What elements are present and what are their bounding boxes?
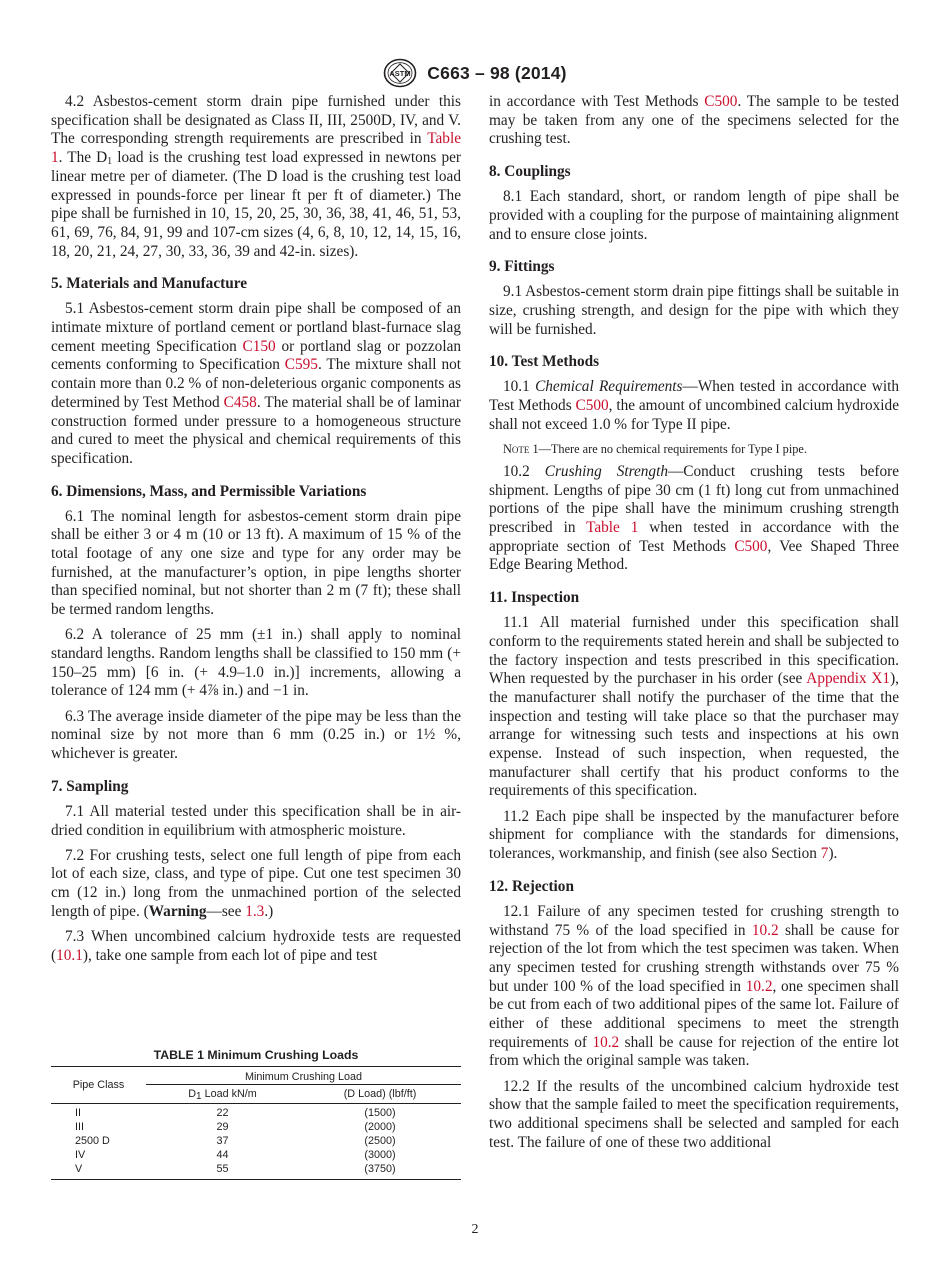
c150-link[interactable]: C150: [242, 337, 276, 355]
section-10-2-link[interactable]: 10.2: [592, 1033, 620, 1051]
section-10-2-link[interactable]: 10.2: [751, 921, 779, 939]
col-d-load: (D Load) (lbf/ft): [343, 1088, 417, 1100]
astm-logo-icon: [383, 58, 417, 88]
table-row: V 55 (3750): [51, 1162, 461, 1180]
table-1-title: TABLE 1 Minimum Crushing Loads: [153, 1048, 359, 1062]
right-column: [489, 93, 899, 1159]
col-d1-load: $D_1$ Load kN/m: [188, 1088, 257, 1102]
table-row: IV 44 (3000): [75, 1149, 396, 1161]
section-7-link[interactable]: 7: [820, 845, 829, 863]
section-10-heading: 10. Test Methods: [489, 353, 600, 371]
c500-link[interactable]: C500: [734, 537, 768, 555]
crushing-loads-table: [51, 1066, 461, 1180]
col-group-min-load: Minimum Crushing Load: [146, 1067, 461, 1085]
c595-link[interactable]: C595: [284, 356, 318, 374]
warning-label: Warning: [148, 902, 207, 920]
page-header: [0, 58, 950, 88]
table-row: II 22 (1500): [75, 1107, 396, 1119]
table-1-link[interactable]: Table 1: [51, 130, 461, 167]
para-5-1: 5.1 Asbestos-cement storm drain pipe shall be composed of an intimate mixture of portland cement or portland blast-furnace slag cement meeting Specification C150 or portland slag or pozzolan cements conforming to Specification C595. The mixture shall not contain more than 0.2 % of non-deleterious organic components as determined by Test Method C458. The material shall be of laminar construction formed under pressure to a homogeneous structure and cured to meet the physical and chemical requirements of this specification.: [51, 300, 462, 467]
table-1-link[interactable]: Table 1: [586, 519, 639, 537]
para-8-1: 8.1 Each standard, short, or random length of pipe shall be provided with a coupling for the purpose of maintaining alignment and to ensure close joints.: [489, 188, 899, 243]
para-11-1: 11.1 All material furnished under this specification shall conform to the requirements stated herein and shall be subjected to the factory inspection and tests prescribed in this specification. When requested by the purchaser in his order (see Appendix X1), the manufacturer shall notify the purchaser of the time that the inspection and testing will take place so that the purchaser may arrange for witnessing such tests and inspections at his own expense. Instead of such inspection, when requested, the manufacturer shall certify that his product conforms to the requirements of this specification.: [489, 614, 899, 800]
para-9-1: 9.1 Asbestos-cement storm drain pipe fittings shall be suitable in size, crushing strength, and design for the pipe with which they will be furnished.: [489, 283, 899, 338]
section-5-heading: 5. Materials and Manufacture: [51, 275, 248, 293]
section-9-heading: 9. Fittings: [489, 258, 555, 276]
para-7-1: 7.1 All material tested under this specification shall be in air-dried condition in equilibrium with atmospheric moisture.: [51, 802, 461, 839]
para-12-2: 12.2 If the results of the uncombined calcium hydroxide test show that the sample failed to meet the specification requirements, two additional specimens shall be selected and sampled for each test. The failure of one of these two additional: [489, 1077, 899, 1151]
para-11-2: 11.2 Each pipe shall be inspected by the manufacturer before shipment for compliance with the standards for dimensions, tolerances, workmanship, and finish (see also Section 7).: [489, 807, 899, 863]
c500-link[interactable]: C500: [704, 93, 738, 110]
table-1: [51, 1048, 461, 1180]
para-7-2: 7.2 For crushing tests, select one full length of pipe from each lot of each size, class, and type of pipe. Cut one test specimen 30 cm (12 in.) long from the unmachined portion of the selected length of pipe. (Warning—see 1.3.): [51, 846, 461, 920]
section-1-3-link[interactable]: 1.3: [245, 902, 265, 920]
c500-link[interactable]: C500: [575, 397, 609, 415]
section-6-heading: 6. Dimensions, Mass, and Permissible Variations: [51, 482, 367, 500]
section-10-2-link[interactable]: 10.2: [745, 977, 773, 995]
para-6-3: 6.3 The average inside diameter of the pipe may be less than the nominal size by not more than 6 mm (0.25 in.) or 1½ %, whichever is greater.: [51, 707, 461, 763]
table-row: 2500 D 37 (2500): [75, 1135, 396, 1147]
section-12-heading: 12. Rejection: [489, 877, 574, 895]
page-number: 2: [471, 1222, 479, 1237]
para-6-2: 6.2 A tolerance of 25 mm (±1 in.) shall apply to nominal standard lengths. Random lengths shall be classified to 150 mm (+ 150–25 mm) [6 in. (+ 4.9–1.0 in.)] increments, allowing a tolerance of 124 mm (+ 4⅞ in.) and −1 in.: [51, 626, 461, 700]
appendix-x1-link[interactable]: Appendix X1: [806, 670, 891, 688]
para-12-1: 12.1 Failure of any specimen tested for crushing strength to withstand 75 % of the load specified in 10.2 shall be cause for rejection of the lot from which the test specimen was taken. When any specimen tested for crushing strength withstands over 75 % but under 100 % of the load specified in 10.2, one specimen shall be cut from each of two additional pipes of the same lot. Failure of either of these additional specimens to meet the strength requirements of 10.2 shall be cause for rejection of the entire lot from which the original sample was taken.: [489, 902, 899, 1070]
para-7-3-continued: in accordance with Test Methods C500. The sample to be tested may be taken from any one of the specimens selected for the crushing test.: [489, 93, 899, 148]
para-7-3: 7.3 When uncombined calcium hydroxide tests are requested (10.1), take one sample from each lot of pipe and test: [51, 928, 461, 964]
note-1: Note 1—There are no chemical requirements for Type I pipe.: [503, 441, 807, 456]
section-10-1-link[interactable]: 10.1: [56, 946, 83, 964]
section-11-heading: 11. Inspection: [489, 589, 580, 607]
para-4-2: 4.2 Asbestos-cement storm drain pipe furnished under this specification shall be designated as Class II, III, 2500D, IV, and V. The corresponding strength requirements are prescribed in Table 1. The $D_1$ load is the crushing test load expressed in newtons per linear metre per of diameter. (The D load is the crushing test load expressed in pounds-force per linear ft per ft of diameter.) The pipe shall be furnished in 10, 15, 20, 25, 30, 36, 38, 41, 46, 51, 53, 61, 69, 76, 84, 91, 99 and 107-cm sizes (4, 6, 8, 10, 12, 14, 15, 16, 18, 20, 21, 24, 27, 30, 33, 36, 39 and 42-in. sizes).: [51, 93, 461, 260]
designation-title: C663 – 98 (2014): [427, 62, 567, 83]
para-10-2: 10.2 Crushing Strength—Conduct crushing tests before shipment. Lengths of pipe 30 cm (1 ft) long cut from unmachined portions of the pipe shall have the minimum crushing strength prescribed in Table 1 when tested in accordance with the appropriate section of Test Methods C500, Vee Shaped Three Edge Bearing Method.: [489, 462, 900, 574]
para-6-1: 6.1 The nominal length for asbestos-cement storm drain pipe shall be either 3 or 4 m (10 or 13 ft). A maximum of 15 % of the total footage of any one size and type for any order may be furnished, at the manufacturer’s option, in pipe lengths shorter than specified nominal, but not shorter than 2 m (7 ft); these shall be termed random lengths.: [51, 507, 461, 619]
col-pipe-class: Pipe Class: [51, 1067, 146, 1104]
left-column: [51, 93, 461, 972]
logo-text: ASTM: [389, 69, 411, 78]
c458-link[interactable]: C458: [223, 393, 257, 411]
table-row: III 29 (2000): [75, 1121, 396, 1133]
section-8-heading: 8. Couplings: [489, 163, 571, 181]
para-10-1: 10.1 Chemical Requirements—When tested in accordance with Test Methods C500, the amount of uncombined calcium hydroxide shall not exceed 1.0 % for Type II pipe.: [489, 378, 900, 433]
section-7-heading: 7. Sampling: [51, 777, 129, 795]
